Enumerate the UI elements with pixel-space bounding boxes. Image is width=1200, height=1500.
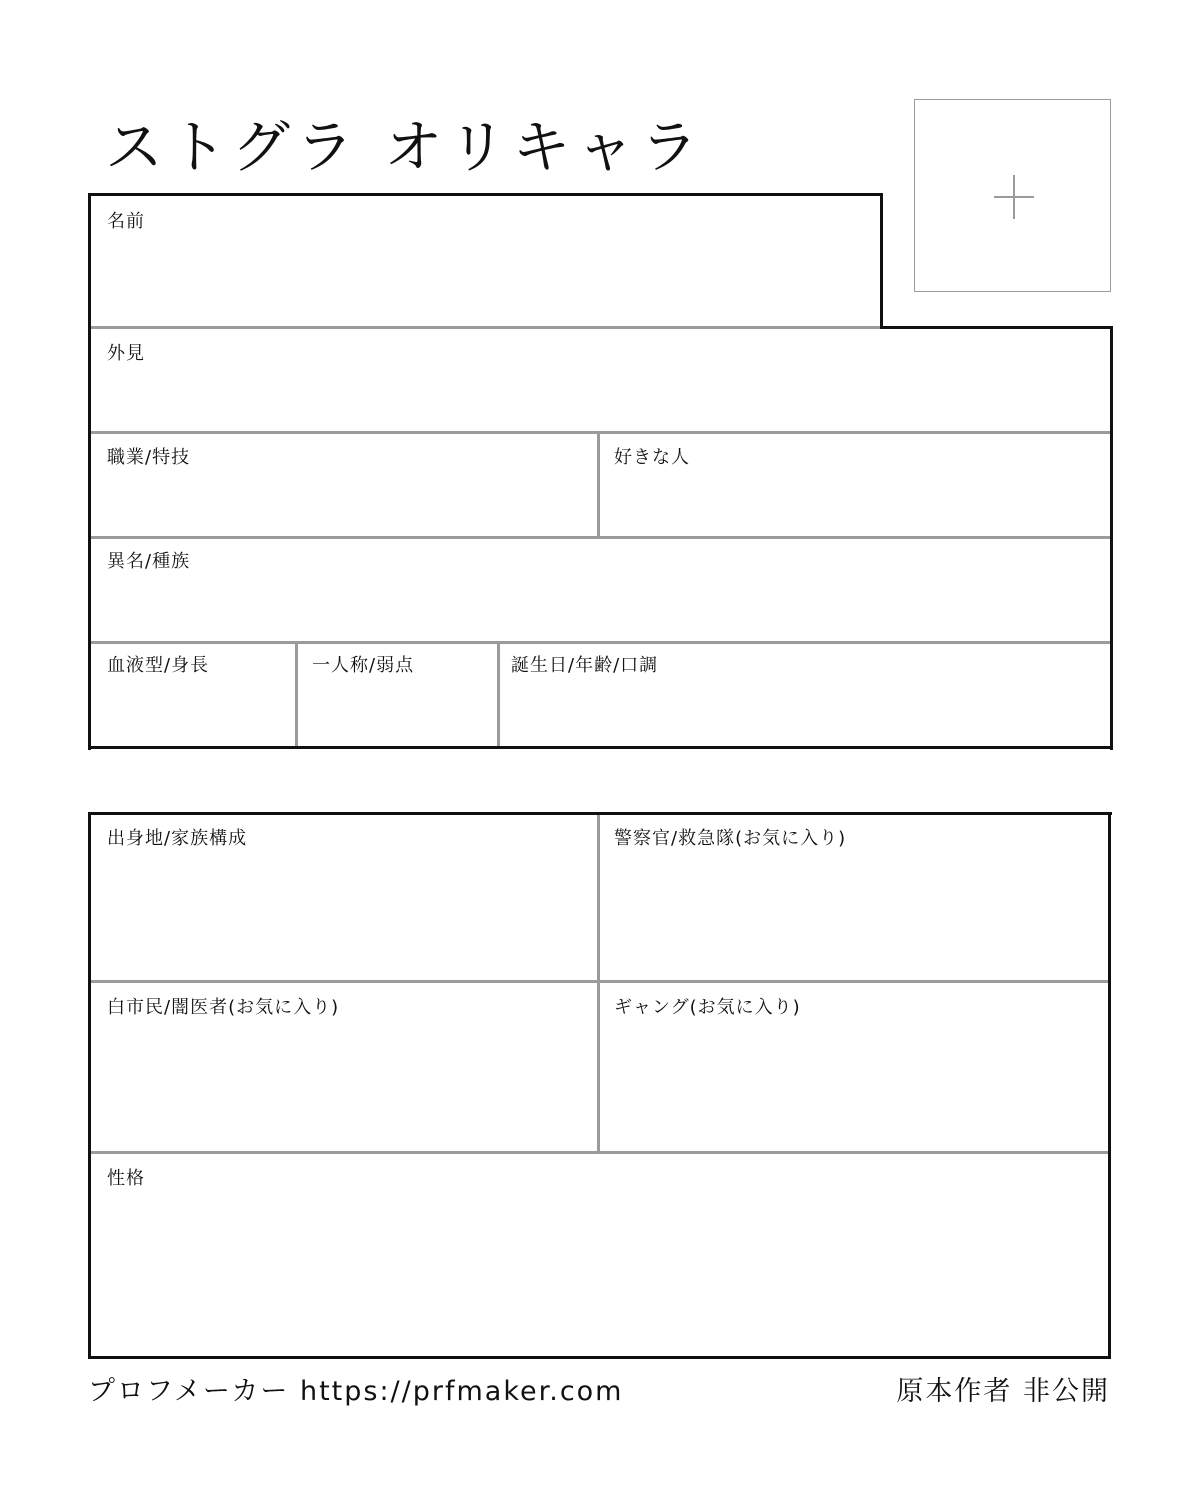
field-gang[interactable]: ギャング(お気に入り) bbox=[614, 997, 801, 1018]
photo-upload-slot[interactable] bbox=[914, 99, 1111, 292]
field-job-skill[interactable]: 職業/特技 bbox=[107, 447, 191, 468]
field-birthday-age-tone[interactable]: 誕生日/年齢/口調 bbox=[511, 655, 659, 676]
field-personality[interactable]: 性格 bbox=[107, 1168, 145, 1189]
page-title: ストグラ オリキャラ bbox=[105, 113, 705, 181]
maker-credit: プロフメーカー https://prfmaker.com bbox=[88, 1376, 624, 1407]
field-citizen-doctor[interactable]: 白市民/闇医者(お気に入り) bbox=[107, 997, 340, 1018]
field-pronoun-weakness[interactable]: 一人称/弱点 bbox=[312, 655, 415, 676]
field-appearance[interactable]: 外見 bbox=[107, 343, 145, 364]
field-blood-height[interactable]: 血液型/身長 bbox=[107, 655, 210, 676]
field-name[interactable]: 名前 bbox=[107, 211, 145, 232]
field-police-ems[interactable]: 警察官/救急隊(お気に入り) bbox=[614, 828, 847, 849]
field-alias-race[interactable]: 異名/種族 bbox=[107, 551, 191, 572]
field-favorite-person[interactable]: 好きな人 bbox=[614, 447, 690, 468]
author-credit: 原本作者 非公開 bbox=[896, 1376, 1110, 1407]
field-origin-family[interactable]: 出身地/家族構成 bbox=[107, 828, 248, 849]
